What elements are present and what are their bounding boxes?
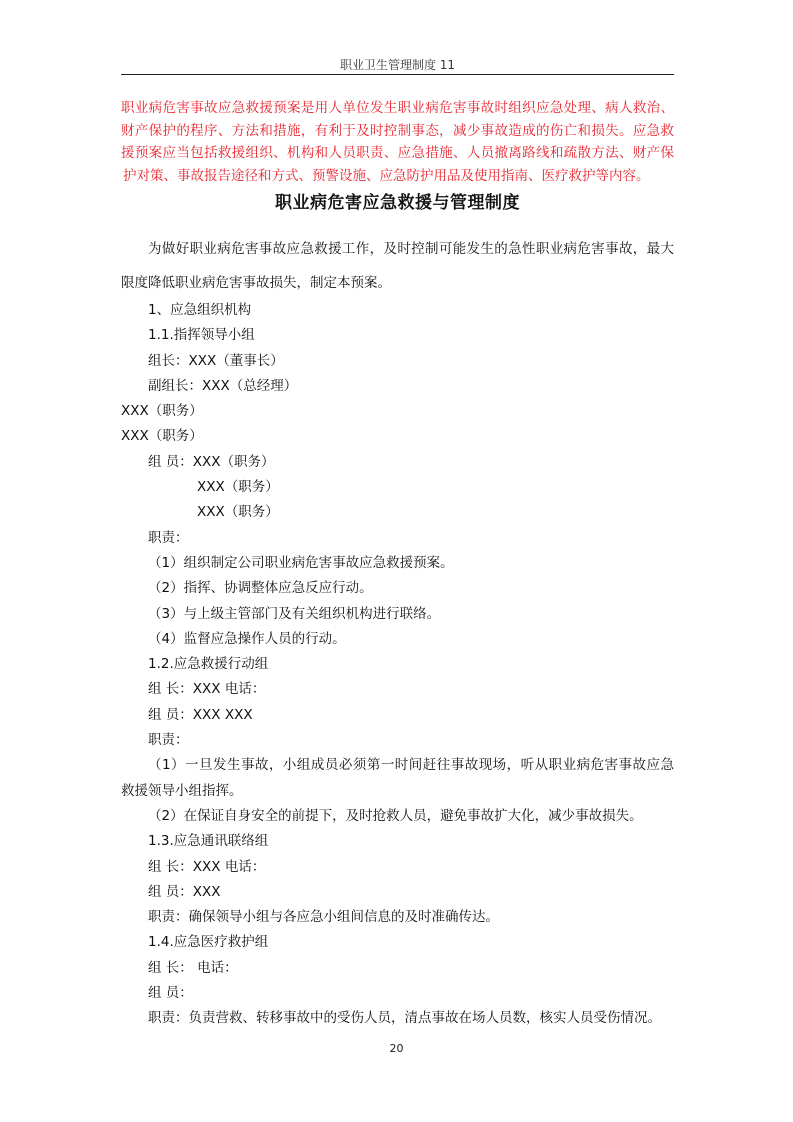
intro-line: 职业病危害事故应急救援预案是用人单位发生职业病危害事故时组织应急处理、病人救治、: [121, 100, 674, 116]
list-item-continuation: 救援领导小组指挥。: [121, 782, 243, 799]
text-line: XXX（职务）: [121, 428, 203, 445]
list-item: （2）在保证自身安全的前提下，及时抢救人员，避免事故扩大化，减少事故损失。: [148, 807, 643, 824]
page-number: 20: [389, 1042, 404, 1055]
intro-note: [121, 97, 674, 187]
header-divider: [121, 74, 674, 75]
document-title: 职业病危害应急救援与管理制度: [275, 193, 520, 213]
page-header: 职业卫生管理制度 11: [339, 58, 456, 72]
subsection-heading: 1.3.应急通讯联络组: [148, 833, 269, 850]
text-line: 组 长：XXX 电话：: [148, 858, 266, 875]
text-line: 职责：: [148, 529, 189, 546]
text-line: 职责：负责营救、转移事故中的受伤人员，清点事故在场人员数，核实人员受伤情况。: [148, 1010, 661, 1027]
preamble-line: 为做好职业病危害事故应急救援工作，及时控制可能发生的急性职业病危害事故，最大: [148, 241, 674, 257]
list-item: （3）与上级主管部门及有关组织机构进行联络。: [148, 605, 441, 622]
text-line: 职责：确保领导小组与各应急小组间信息的及时准确传达。: [148, 909, 499, 926]
list-item: （4）监督应急操作人员的行动。: [148, 630, 346, 647]
text-line: XXX（职务）: [197, 504, 279, 521]
text-line: 组 长： 电话：: [148, 959, 238, 976]
text-line: XXX（职务）: [121, 403, 203, 420]
preamble-line: 限度降低职业病危害事故损失，制定本预案。: [121, 275, 391, 291]
document-body: [121, 232, 674, 1032]
intro-line: 财产保护的程序、方法和措施，有利于及时控制事态，减少事故造成的伤亡和损失。应急救: [121, 122, 674, 139]
text-line: 组 员：XXX: [148, 883, 221, 900]
content-lines: [121, 298, 674, 1032]
text-line: 组 长：XXX 电话：: [148, 681, 266, 698]
subsection-heading: 1.4.应急医疗救护组: [148, 934, 269, 951]
intro-line: 援预案应当包括救援组织、机构和人员职责、应急措施、人员撤离路线和疏散方法、财产保: [121, 145, 674, 161]
text-line: 副组长：XXX（总经理）: [148, 377, 298, 394]
subsection-heading: 1.1.指挥领导小组: [148, 327, 255, 344]
list-item: （1）一旦发生事故，小组成员必须第一时间赶往事故现场，听从职业病危害事故应急: [148, 757, 674, 774]
preamble-paragraph: [121, 232, 674, 300]
text-line: XXX（职务）: [197, 479, 279, 496]
section-heading: 1、应急组织机构: [148, 302, 252, 318]
text-line: 组 员：XXX XXX: [148, 706, 253, 723]
subsection-heading: 1.2.应急救援行动组: [148, 656, 269, 673]
text-line: 组 员：XXX（职务）: [148, 453, 275, 470]
text-line: 职责：: [148, 732, 189, 749]
intro-line: 护对策、事故报告途径和方式、预警设施、应急防护用品及使用指南、医疗救护等内容。: [123, 167, 650, 184]
list-item: （1）组织制定公司职业病危害事故应急救援预案。: [148, 554, 454, 571]
list-item: （2）指挥、协调整体应急反应行动。: [148, 580, 373, 597]
text-line: 组 员：: [148, 985, 193, 1002]
text-line: 组长：XXX（董事长）: [148, 352, 284, 369]
